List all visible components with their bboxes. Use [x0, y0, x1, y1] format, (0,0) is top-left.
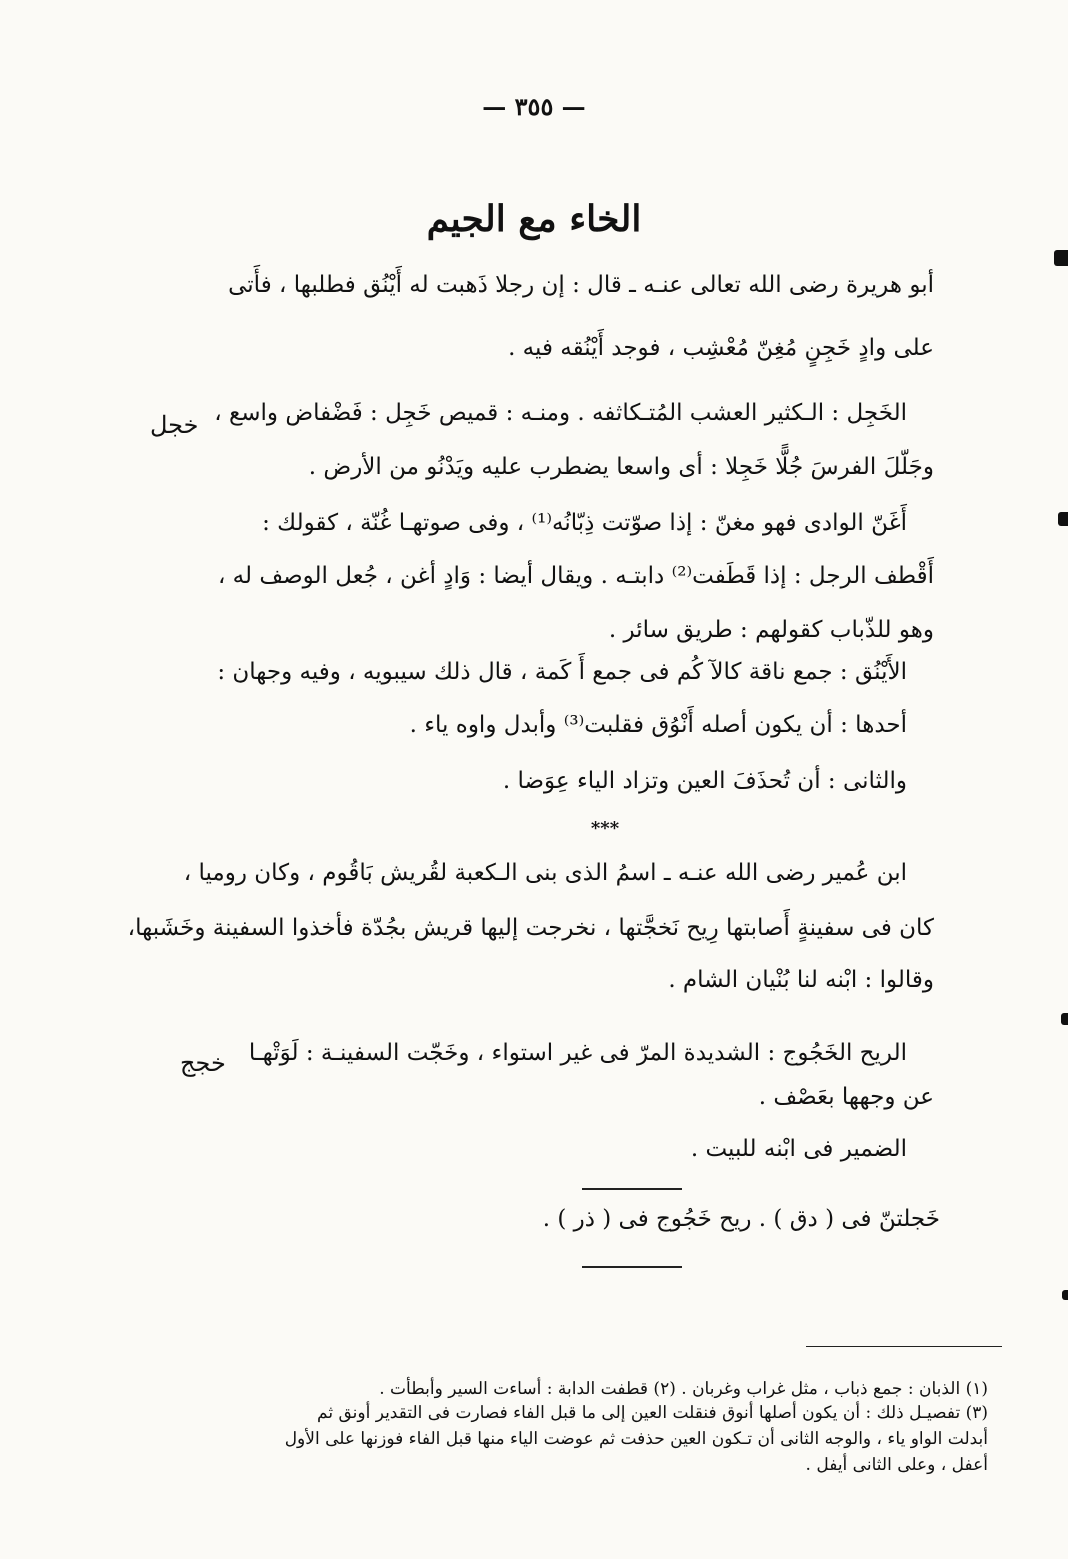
cross-reference-rule-bottom	[582, 1266, 682, 1268]
scan-edge-mark	[1062, 1290, 1068, 1300]
scan-edge-mark	[1054, 250, 1068, 266]
section-heading: الخاء مع الجيم	[426, 198, 642, 240]
text-line: أبو هريرة رضى الله تعالى عنـه ـ قال : إن رجلا ذَهبت له أَيْنُق فطلبها ، فأَتى	[228, 272, 934, 298]
footnote-line: أعفل ، وعلى الثانى أيفل .	[805, 1455, 988, 1475]
margin-root-word: خجل	[150, 411, 199, 439]
text-line: عن وجهها بعَصْف .	[758, 1084, 934, 1110]
text-line: الريح الخَجُوج : الشديدة المرّ فى غير استواء ، وخَجّت السفينـة : لَوَتْهـا	[248, 1040, 907, 1066]
footnote-separator	[806, 1346, 1002, 1347]
text-line: الخَجِل : الـكثير العشب المُتـكاثفه . ومنـه : قميص خَجِل : فَضْفاض واسع ،	[214, 400, 907, 426]
margin-root-word: خجج	[180, 1049, 226, 1077]
text-line: أحدها : أن يكون أصله أَنْوُق فقلبت⁽³⁾ وأبدل واوه ياء .	[409, 712, 907, 738]
footnote-line: (١) الذبان : جمع ذباب ، مثل غراب وغربان . (٢) قطفت الدابة : أساءت السير وأبطأت .	[379, 1379, 988, 1399]
text-line: الأَيْنُق : جمع ناقة كالآ كُم فى جمع أَ كَمة ، قال ذلك سيبويه ، وفيه وجهان :	[217, 659, 907, 685]
text-line: وقالوا : ابْنه لنا بُنْيان الشام .	[668, 967, 934, 993]
cross-reference-line: خَجلتنّ فى ( دق ) . ريح خَجُوج فى ( ذر ) .	[542, 1206, 940, 1232]
scan-edge-mark	[1058, 512, 1068, 526]
text-line: وجَلّلَ الفرسَ جُلًّا خَجِلا : أى واسعا يضطرب عليه ويَدْنُو من الأرض .	[308, 454, 934, 480]
page-number: — ٣٥٥ —	[482, 92, 586, 121]
section-separator: ***	[590, 818, 620, 839]
text-line: ابن عُمير رضى الله عنـه ـ اسمُ الذى بنى الـكعبة لقُريش بَاقُوم ، وكان روميا ،	[183, 860, 907, 886]
text-line: أَقْطف الرجل : إذا قَطَفت⁽²⁾ دابتـه . ويقال أيضا : وَادٍ أغن ، جُعل الوصف له ،	[217, 563, 934, 589]
text-line: أَغَنّ الوادى فهو مغنّ : إذا صوّتت ذِبّانُه⁽¹⁾ ، وفى صوتهـا غُنّة ، كقولك :	[262, 510, 907, 536]
footnote-line: أبدلت الواو ياء ، والوجه الثانى أن تـكون العين حذفت ثم عوضت الياء منها قبل الفاء فوزنها على الأول	[284, 1429, 988, 1449]
text-line: والثانى : أن تُحذَفَ العين وتزاد الياء عِوَضا .	[502, 768, 907, 794]
text-line: وهو للذّباب كقولهم : طريق سائر .	[608, 617, 934, 643]
cross-reference-rule-top	[582, 1188, 682, 1190]
text-line: على وادٍ خَجِنٍ مُغِنّ مُعْشِب ، فوجد أَيْنُقه فيه .	[508, 335, 934, 361]
scan-edge-mark	[1061, 1013, 1068, 1025]
footnote-line: (٣) تفصيـل ذلك : أن يكون أصلها أنوق فنقلت العين إلى ما قبل الفاء فصارت فى التقدير أونق ثم	[317, 1403, 988, 1423]
text-line: الضمير فى ابْنه للبيت .	[690, 1136, 907, 1162]
text-line: كان فى سفينةٍ أَصابتها رِيح نَخجَّتها ، نخرجت إليها قريش بجُدّة فأخذوا السفينة وخَشَبها،	[127, 915, 934, 941]
